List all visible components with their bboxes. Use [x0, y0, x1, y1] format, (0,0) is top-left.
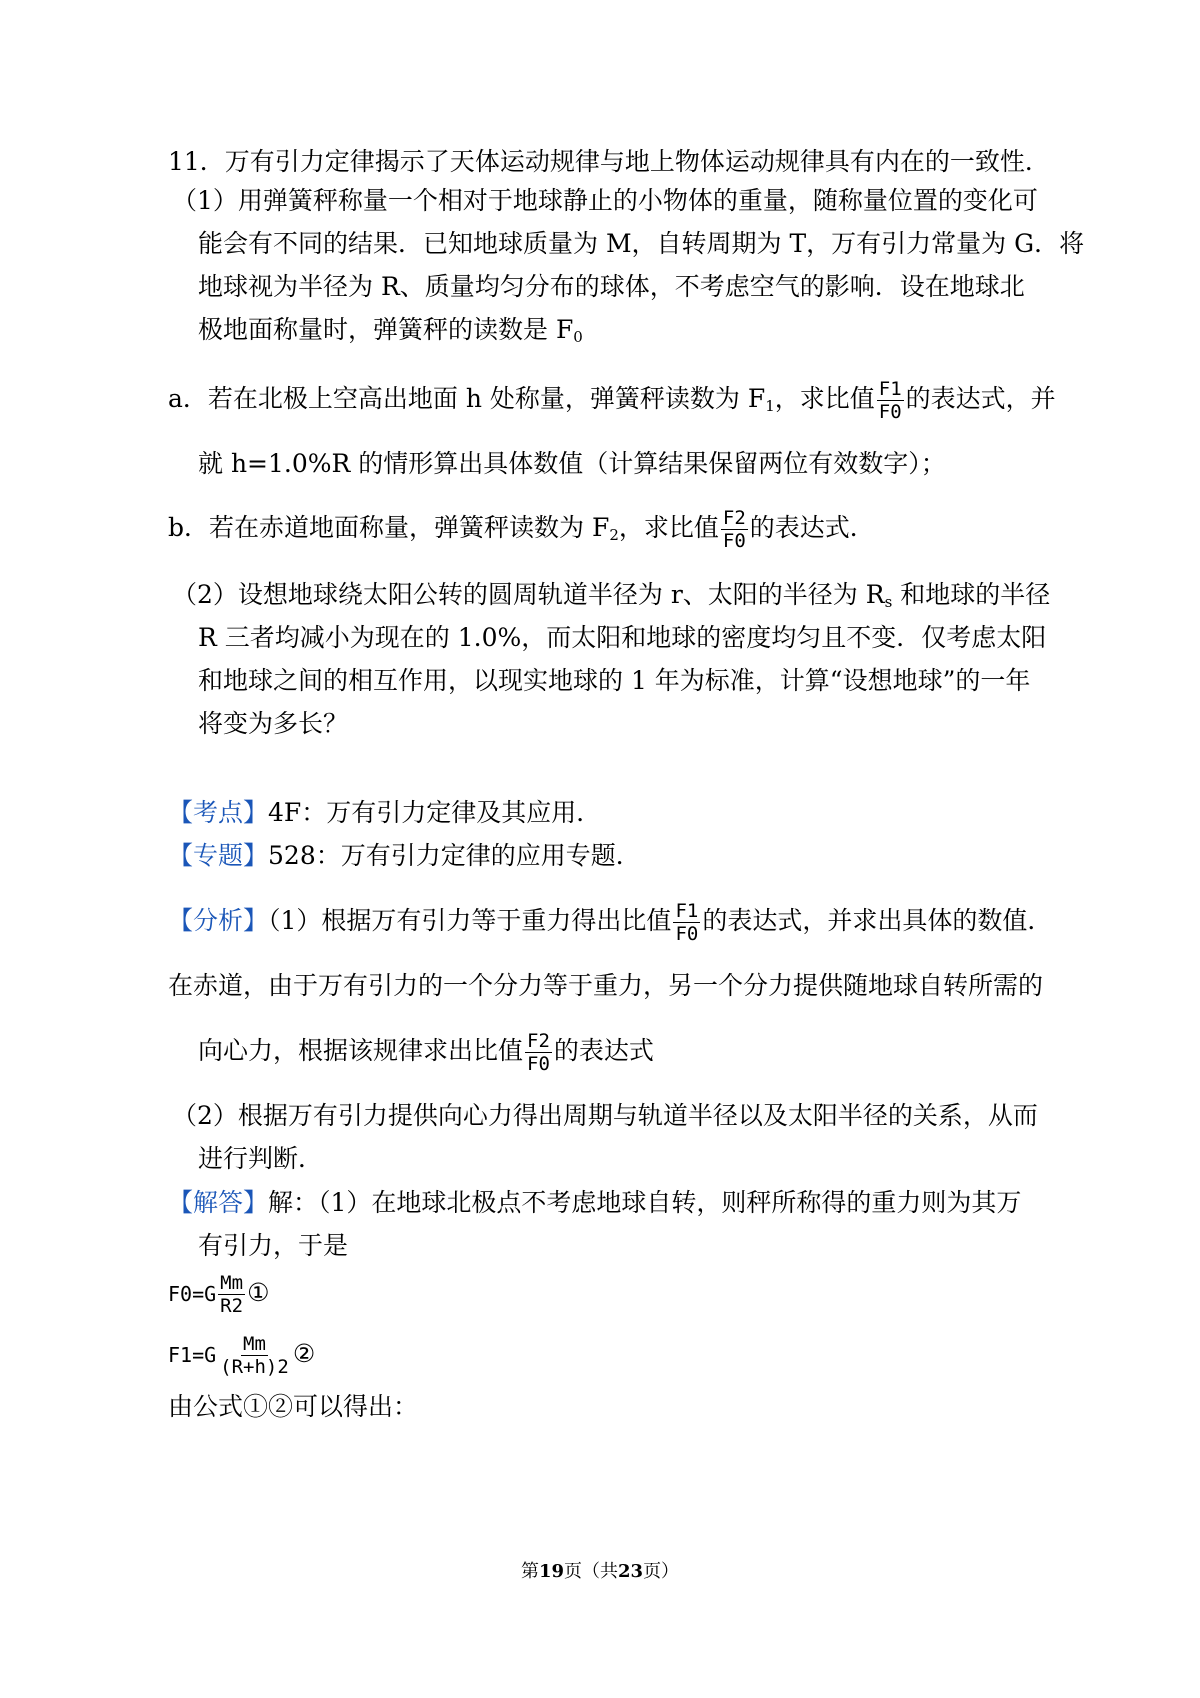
- fenxi-line-5: 进行判断．: [198, 1144, 324, 1173]
- jieda-tag: 【解答】: [168, 1188, 269, 1217]
- part2-line-4: 将变为多长？: [198, 709, 349, 738]
- kaodian-tag: 【考点】: [168, 798, 269, 827]
- conclusion-line: 由公式①②可以得出：: [168, 1392, 419, 1421]
- question-title: 11．万有引力定律揭示了天体运动规律与地上物体运动规律具有内在的一致性．: [168, 147, 1050, 176]
- page-total: 23: [618, 1561, 644, 1582]
- part2-line-3: 和地球之间的相互作用，以现实地球的 1 年为标准，计算“设想地球”的一年: [198, 666, 1031, 695]
- fenxi-line-4: （2）根据万有引力提供向心力得出周期与轨道半径以及太阳半径的关系，从而: [172, 1101, 1038, 1130]
- zhuanti-line: 【专题】528：万有引力定律的应用专题．: [168, 841, 641, 870]
- page-footer: 第19页（共23页）: [520, 1561, 680, 1582]
- fraction-f2-f0-analysis: $\frac{F2}{F0}$: [527, 1030, 550, 1075]
- question-a-line-2: 就 h=1.0%R 的情形算出具体数值（计算结果保留两位有效数字）；: [198, 449, 946, 478]
- fraction-f1-f0: $\frac{F1}{F0}$: [878, 378, 902, 423]
- part1-line-1: （1）用弹簧秤称量一个相对于地球静止的小物体的重量，随称量位置的变化可: [172, 186, 1038, 215]
- fenxi-line-1: 【分析】（1）根据万有引力等于重力得出比值 $\frac{F1}{F0}$ 的表达式，并求出具体的数值．: [168, 900, 1053, 945]
- kaodian-line: 【考点】4F：万有引力定律及其应用．: [168, 798, 602, 827]
- equation-2: F1=G $\frac{Mm}{(R+h)2}$ ②: [168, 1333, 316, 1378]
- part1-line-3: 地球视为半径为 R、质量均匀分布的球体，不考虑空气的影响．设在地球北: [198, 272, 1025, 301]
- fenxi-line-3: 向心力，根据该规律求出比值 $\frac{F2}{F0}$ 的表达式: [198, 1030, 654, 1075]
- fraction-mm-r2: $\frac{Mm}{R2}$: [220, 1272, 244, 1317]
- part2-line-2: R 三者均减小为现在的 1.0%，而太阳和地球的密度均匀且不变．仅考虑太阳: [198, 623, 1047, 652]
- fenxi-tag: 【分析】: [168, 906, 269, 935]
- part1-line-2: 能会有不同的结果．已知地球质量为 M，自转周期为 T，万有引力常量为 G．将: [198, 229, 1085, 258]
- part1-line-4: 极地面称量时，弹簧秤的读数是 $F_0$: [198, 315, 583, 346]
- question-b-line: b．若在赤道地面称量，弹簧秤读数为 $F_2$，求比值 $\frac{F2}{F0}$ 的表达式．: [168, 507, 875, 552]
- equation-1: F0=G $\frac{Mm}{R2}$ ①: [168, 1272, 270, 1317]
- question-a-line-1: a．若在北极上空高出地面 h 处称量，弹簧秤读数为 $F_1$，求比值 $\frac{F1}{F0}$ 的表达式，并: [168, 378, 1056, 423]
- page-number: 19: [538, 1561, 564, 1582]
- fraction-mm-rh2: $\frac{Mm}{(R+h)2}$: [220, 1333, 289, 1378]
- zhuanti-tag: 【专题】: [168, 841, 269, 870]
- fraction-f2-f0: $\frac{F2}{F0}$: [722, 507, 746, 552]
- jieda-line-2: 有引力，于是: [198, 1231, 349, 1260]
- part2-line-1: （2）设想地球绕太阳公转的圆周轨道半径为 r、太阳的半径为 $R_s$ 和地球的半径: [172, 580, 1051, 611]
- fenxi-line-2: 在赤道，由于万有引力的一个分力等于重力，另一个分力提供随地球自转所需的: [168, 971, 1044, 1000]
- jieda-line-1: 【解答】解：（1）在地球北极点不考虑地球自转，则秤所称得的重力则为其万: [168, 1188, 1022, 1217]
- fraction-f1-f0-analysis: $\frac{F1}{F0}$: [675, 900, 699, 945]
